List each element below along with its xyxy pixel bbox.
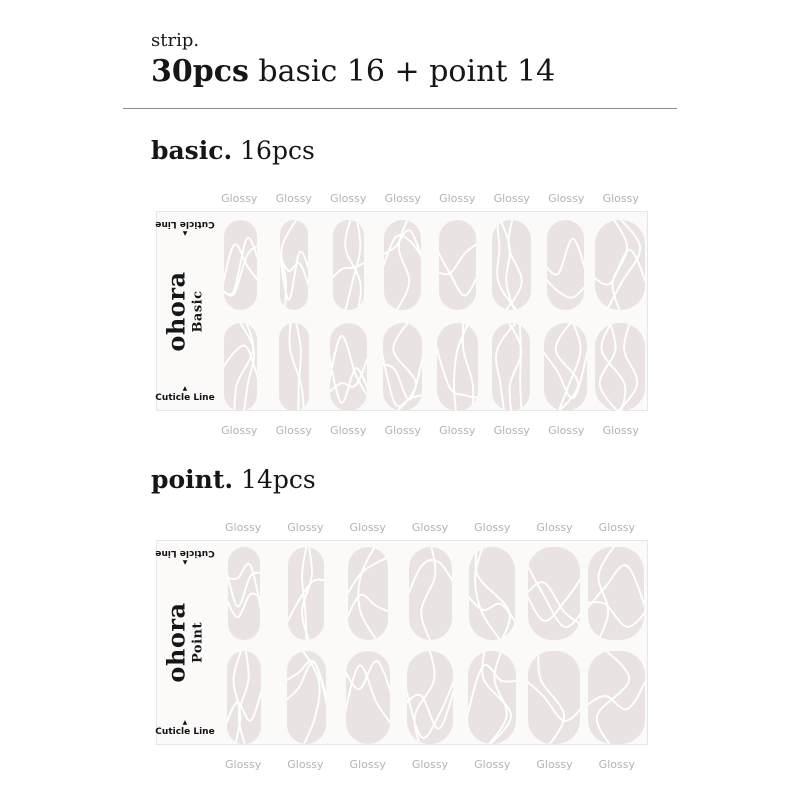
finish-label: Glossy <box>224 758 262 772</box>
nail-sheet <box>156 192 648 438</box>
nail-strip <box>288 547 324 640</box>
nail-row <box>213 651 647 744</box>
nail-strip <box>348 547 388 640</box>
page-title <box>123 52 677 90</box>
finish-label: Glossy <box>221 424 258 438</box>
finish-label: Glossy <box>384 192 421 206</box>
nail-sheet-panel <box>156 540 648 745</box>
section-heading <box>123 136 677 166</box>
nail-strip <box>544 323 587 411</box>
finish-label: Glossy <box>602 424 639 438</box>
nail-sheet-panel <box>156 211 648 411</box>
nail-strip <box>333 220 364 310</box>
brand-name: ohora <box>161 271 191 352</box>
nail-strip <box>330 323 367 411</box>
nail-strip <box>595 220 645 310</box>
nail-row <box>213 323 647 411</box>
cuticle-line-label-bottom <box>155 720 214 737</box>
finish-label: Glossy <box>224 521 262 535</box>
nail-strip <box>279 323 309 411</box>
finish-label: Glossy <box>349 758 386 772</box>
cuticle-line-text: Cuticle Line <box>155 393 215 404</box>
finish-label: Glossy <box>439 192 476 206</box>
nail-strip <box>547 220 584 310</box>
cuticle-line-text: Cuticle Line <box>155 548 215 559</box>
finish-label: Glossy <box>548 192 585 206</box>
finish-label: Glossy <box>493 192 530 206</box>
piece-breakdown: basic 16 + point 14 <box>248 53 556 89</box>
finish-label: Glossy <box>411 521 449 535</box>
nail-strip <box>528 651 580 744</box>
finish-label: Glossy <box>330 192 367 206</box>
finish-label: Glossy <box>287 758 324 772</box>
variant-name: Point <box>190 622 206 664</box>
finish-label: Glossy <box>221 192 258 206</box>
cuticle-line-text: Cuticle Line <box>155 219 215 230</box>
finish-label: Glossy <box>602 192 639 206</box>
finish-label: Glossy <box>474 758 511 772</box>
nail-strip <box>383 323 422 411</box>
nail-strip <box>588 651 645 744</box>
brand-name: ohora <box>161 602 191 683</box>
nail-strip <box>528 547 580 640</box>
nail-strip <box>439 220 476 310</box>
finish-label-row-bottom <box>156 758 648 772</box>
piece-count: 30pcs <box>151 53 249 89</box>
finish-label: Glossy <box>439 424 476 438</box>
nail-strip <box>588 547 644 640</box>
sheet-side-strip <box>157 541 213 744</box>
section-name: point. <box>151 465 234 495</box>
nail-strip <box>287 651 326 744</box>
nail-grid <box>213 212 647 410</box>
nail-grid <box>213 541 647 744</box>
nail-row <box>213 547 647 640</box>
finish-label: Glossy <box>598 758 635 772</box>
finish-label: Glossy <box>275 192 312 206</box>
arrow-up-icon: ▲ <box>182 385 188 393</box>
cuticle-line-text: Cuticle Line <box>155 727 215 738</box>
finish-label: Glossy <box>493 424 530 438</box>
finish-label: Glossy <box>411 758 449 772</box>
finish-label: Glossy <box>287 521 324 535</box>
finish-label-row-bottom <box>156 424 648 438</box>
brand-logo <box>157 541 213 744</box>
nail-strip <box>492 220 531 310</box>
nail-strip <box>468 651 516 744</box>
finish-label: Glossy <box>330 424 367 438</box>
arrow-up-icon: ▲ <box>182 230 188 238</box>
nail-strip <box>384 220 421 310</box>
cuticle-line-label-bottom <box>155 386 214 403</box>
product-type-label: strip. <box>151 30 200 51</box>
nail-sheet <box>156 521 648 772</box>
sheet-side-strip <box>157 212 213 410</box>
finish-label: Glossy <box>598 521 635 535</box>
divider-line <box>123 108 677 109</box>
finish-label: Glossy <box>384 424 421 438</box>
finish-label-row-top <box>156 192 648 206</box>
nail-strip <box>280 220 308 310</box>
page <box>123 0 677 772</box>
nail-strip <box>595 323 645 411</box>
section-point <box>123 465 677 772</box>
nail-strip <box>492 323 530 411</box>
finish-label: Glossy <box>349 521 386 535</box>
variant-name: Basic <box>190 290 206 333</box>
finish-label: Glossy <box>548 424 585 438</box>
section-heading <box>123 465 677 495</box>
section-count: 14pcs <box>233 465 316 495</box>
nail-strip <box>437 323 478 411</box>
nail-row <box>213 220 647 310</box>
arrow-up-icon: ▲ <box>182 719 188 727</box>
arrow-up-icon: ▲ <box>182 559 188 567</box>
finish-label: Glossy <box>275 424 312 438</box>
finish-label: Glossy <box>474 521 511 535</box>
finish-label-row-top <box>156 521 648 535</box>
nail-strip <box>409 547 452 640</box>
finish-label: Glossy <box>536 521 573 535</box>
nail-strip <box>228 547 260 640</box>
nail-strip <box>227 651 261 744</box>
brand-logo <box>157 212 213 410</box>
section-name: basic. <box>151 136 233 166</box>
finish-label: Glossy <box>536 758 573 772</box>
nail-strip <box>224 220 257 310</box>
nail-strip <box>224 323 257 411</box>
nail-strip <box>346 651 390 744</box>
nail-strip <box>407 651 453 744</box>
nail-strip <box>469 547 515 640</box>
section-count: 16pcs <box>232 136 315 166</box>
section-basic <box>123 136 677 438</box>
